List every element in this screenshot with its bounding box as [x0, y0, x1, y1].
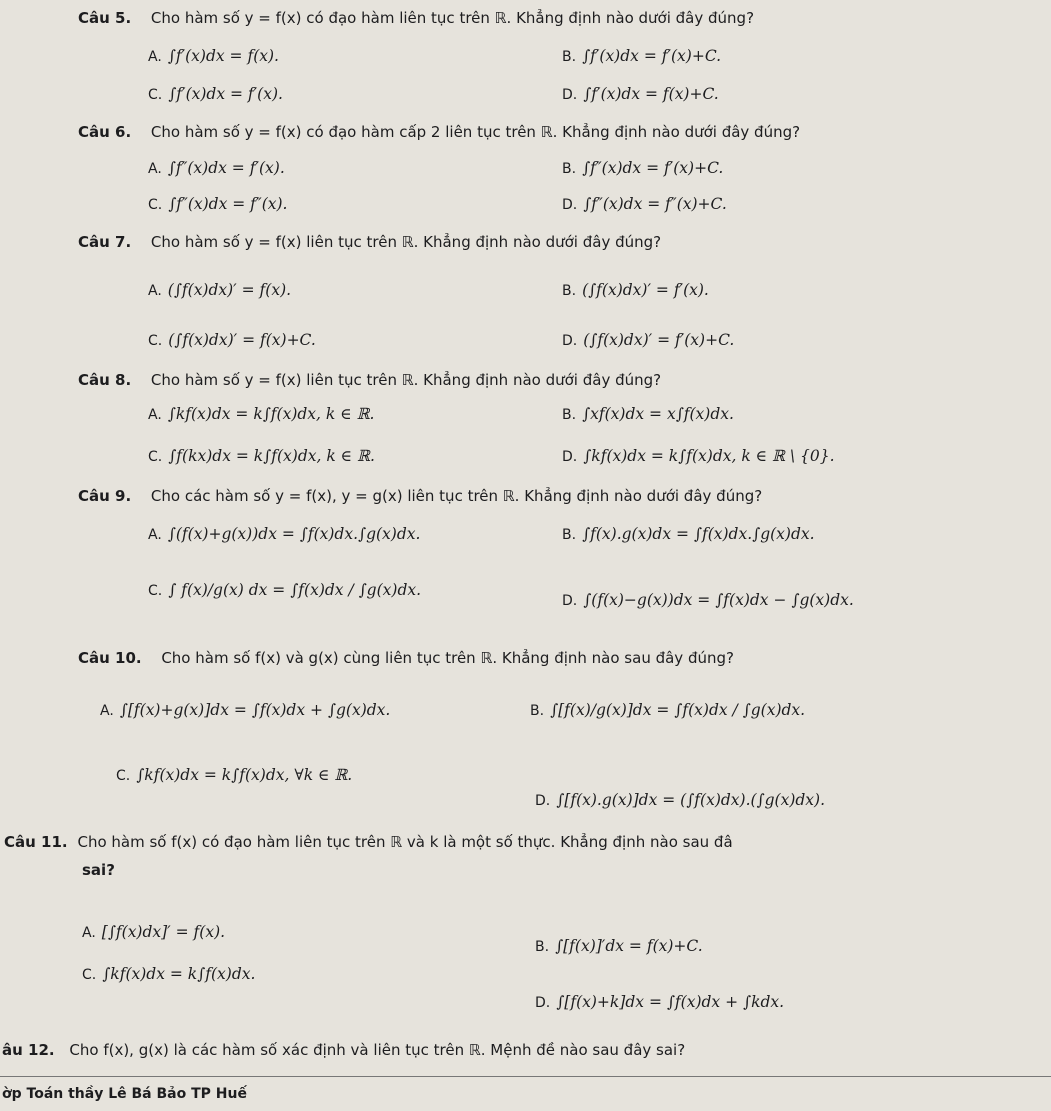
option-a	[148, 158, 285, 179]
option-formula: ∫(f(x)−g(x))dx = ∫f(x)dx − ∫g(x)dx.	[583, 591, 854, 609]
option-letter: C.	[148, 87, 163, 103]
option-formula: ∫f″(x)dx = f′(x)+C.	[582, 159, 724, 177]
option-letter: C.	[148, 449, 163, 465]
question-stem: Cho f(x), g(x) là các hàm số xác định và liên tục trên ℝ. Mệnh đề nào sau đây sai?	[69, 1041, 686, 1059]
option-formula: ∫[f(x)]′dx = f(x)+C.	[555, 937, 703, 955]
question-7	[78, 232, 661, 252]
option-c	[148, 580, 421, 601]
option-formula: ∫f″(x)dx = f″(x)+C.	[583, 195, 727, 213]
question-stem: Cho hàm số f(x) có đạo hàm liên tục trên ℝ và k là một số thực. Khẳng định nào sau đâ	[77, 833, 733, 851]
question-12	[2, 1040, 685, 1060]
option-letter: D.	[562, 593, 578, 609]
option-letter: C.	[148, 333, 163, 349]
option-formula: ∫kf(x)dx = k∫f(x)dx, k ∈ ℝ.	[167, 405, 375, 423]
option-letter: D.	[562, 449, 578, 465]
question-label: Câu 6.	[78, 123, 132, 141]
option-b	[562, 404, 734, 425]
option-formula: ∫[f(x)/g(x)]dx = ∫f(x)dx / ∫g(x)dx.	[550, 701, 806, 719]
option-formula: ∫(f(x)+g(x))dx = ∫f(x)dx.∫g(x)dx.	[167, 525, 421, 543]
option-letter: A.	[148, 527, 162, 543]
option-formula: ∫[f(x)+k]dx = ∫f(x)dx + ∫kdx.	[556, 993, 785, 1011]
option-b	[562, 524, 815, 545]
option-d	[562, 446, 835, 467]
option-formula: ∫[f(x)+g(x)]dx = ∫f(x)dx + ∫g(x)dx.	[119, 701, 391, 719]
option-b	[562, 280, 709, 301]
option-letter: D.	[562, 197, 578, 213]
question-stem: Cho hàm số y = f(x) có đạo hàm liên tục trên ℝ. Khẳng định nào dưới đây đúng?	[150, 9, 755, 27]
question-label: Câu 10.	[78, 649, 142, 667]
option-b	[530, 700, 805, 721]
option-letter: D.	[562, 87, 578, 103]
option-letter: B.	[562, 161, 577, 177]
option-letter: B.	[530, 703, 545, 719]
option-formula: (∫f(x)dx)′ = f′(x).	[582, 281, 709, 299]
option-formula: ∫f′(x)dx = f(x)+C.	[583, 85, 719, 103]
option-letter: C.	[116, 768, 131, 784]
question-label: Câu 7.	[78, 233, 132, 251]
option-b	[562, 158, 723, 179]
option-a	[82, 922, 225, 943]
question-5	[78, 8, 754, 28]
option-d	[535, 992, 784, 1013]
question-label: Câu 9.	[78, 487, 132, 505]
option-c	[148, 194, 287, 215]
option-letter: B.	[562, 527, 577, 543]
option-a	[148, 46, 279, 67]
footer-text: ờp Toán thầy Lê Bá Bảo TP Huế	[2, 1086, 247, 1102]
option-formula: ∫xf(x)dx = x∫f(x)dx.	[582, 405, 734, 423]
option-d	[535, 790, 825, 811]
option-letter: B.	[562, 407, 577, 423]
option-b	[562, 46, 721, 67]
footer-divider	[0, 1076, 1051, 1077]
option-formula: ∫[f(x).g(x)]dx = (∫f(x)dx).(∫g(x)dx).	[556, 791, 826, 809]
option-letter: D.	[535, 995, 551, 1011]
question-11	[4, 832, 733, 852]
option-letter: A.	[148, 49, 162, 65]
question-stem: Cho hàm số y = f(x) liên tục trên ℝ. Khẳng định nào dưới đây đúng?	[150, 371, 662, 389]
question-stem: Cho hàm số y = f(x) liên tục trên ℝ. Khẳng định nào dưới đây đúng?	[150, 233, 662, 251]
option-b	[535, 936, 703, 957]
option-letter: B.	[562, 49, 577, 65]
question-stem: Cho hàm số y = f(x) có đạo hàm cấp 2 liên tục trên ℝ. Khẳng định nào dưới đây đúng?	[150, 123, 801, 141]
option-formula: ∫kf(x)dx = k∫f(x)dx, k ∈ ℝ \ {0}.	[583, 447, 835, 465]
option-a	[148, 524, 420, 545]
question-label: Câu 5.	[78, 9, 132, 27]
question-stem: Cho hàm số f(x) và g(x) cùng liên tục trên ℝ. Khẳng định nào sau đây đúng?	[161, 649, 734, 667]
option-formula: ∫kf(x)dx = k∫f(x)dx.	[102, 965, 256, 983]
question-stem: Cho các hàm số y = f(x), y = g(x) liên tục trên ℝ. Khẳng định nào dưới đây đúng?	[150, 487, 763, 505]
option-formula: (∫f(x)dx)′ = f(x).	[167, 281, 292, 299]
option-formula: ∫f″(x)dx = f′(x).	[167, 159, 285, 177]
option-letter: A.	[148, 407, 162, 423]
option-formula: (∫f(x)dx)′ = f′(x)+C.	[583, 331, 735, 349]
question-label: Câu 8.	[78, 371, 132, 389]
question-11-continuation	[82, 860, 115, 880]
question-label: Câu 11.	[4, 833, 68, 851]
option-a	[100, 700, 390, 721]
option-formula: [∫f(x)dx]′ = f(x).	[101, 923, 226, 941]
option-c	[116, 765, 352, 786]
question-8	[78, 370, 661, 390]
option-d	[562, 330, 734, 351]
option-formula: ∫f″(x)dx = f″(x).	[168, 195, 288, 213]
option-letter: B.	[535, 939, 550, 955]
option-c	[82, 964, 255, 985]
option-c	[148, 446, 375, 467]
option-letter: A.	[148, 161, 162, 177]
option-formula: ∫f′(x)dx = f(x).	[167, 47, 279, 65]
option-letter: C.	[148, 583, 163, 599]
option-d	[562, 84, 719, 105]
option-a	[148, 280, 291, 301]
option-formula: ∫f′(x)dx = f′(x).	[168, 85, 283, 103]
option-letter: A.	[82, 925, 96, 941]
option-formula: ∫f(x).g(x)dx = ∫f(x)dx.∫g(x)dx.	[582, 525, 815, 543]
option-letter: A.	[148, 283, 162, 299]
option-formula: ∫ f(x)/g(x) dx = ∫f(x)dx / ∫g(x)dx.	[168, 581, 422, 599]
question-label: âu 12.	[2, 1041, 55, 1059]
option-c	[148, 84, 283, 105]
option-formula: ∫kf(x)dx = k∫f(x)dx, ∀k ∈ ℝ.	[136, 766, 353, 784]
question-6	[78, 122, 800, 142]
option-a	[148, 404, 374, 425]
option-letter: C.	[148, 197, 163, 213]
option-letter: C.	[82, 967, 97, 983]
option-d	[562, 590, 854, 611]
option-letter: A.	[100, 703, 114, 719]
option-c	[148, 330, 316, 351]
option-d	[562, 194, 727, 215]
option-formula: (∫f(x)dx)′ = f(x)+C.	[168, 331, 316, 349]
option-letter: D.	[535, 793, 551, 809]
option-formula: ∫f(kx)dx = k∫f(x)dx, k ∈ ℝ.	[168, 447, 375, 465]
option-formula: ∫f′(x)dx = f′(x)+C.	[582, 47, 722, 65]
question-10	[78, 648, 734, 668]
option-letter: B.	[562, 283, 577, 299]
question-9	[78, 486, 762, 506]
option-letter: D.	[562, 333, 578, 349]
question-stem-2: sai?	[82, 861, 115, 879]
